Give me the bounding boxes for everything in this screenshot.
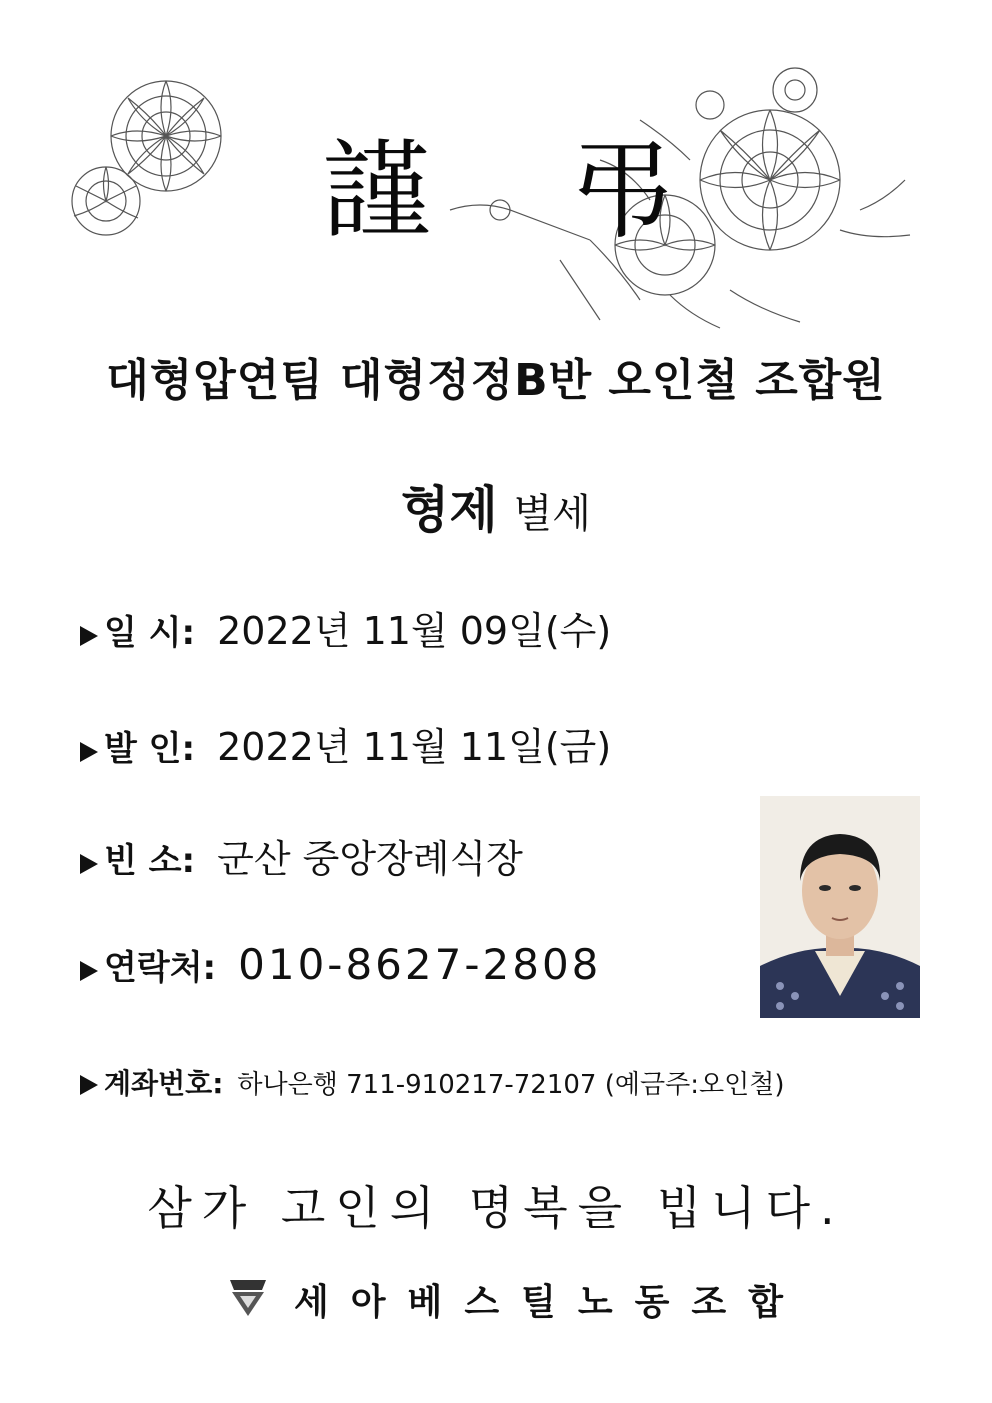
title-char-2: 弔 <box>568 129 677 254</box>
relation-sub: 별세 <box>513 491 591 537</box>
detail-row-account <box>80 1062 784 1102</box>
arrow-right-icon <box>80 1075 98 1095</box>
arrow-right-icon <box>80 626 98 646</box>
relation-line <box>0 470 992 542</box>
arrow-right-icon <box>80 742 98 762</box>
closing-message: 삼가 고인의 명복을 빕니다. <box>147 1181 845 1235</box>
chrysanthemum-right-icon <box>440 60 915 335</box>
detail-value: 하나은행 711-910217-72107 (예금주:오인철) <box>237 1070 785 1100</box>
detail-label: 계좌번호: <box>104 1067 224 1100</box>
portrait-photo <box>760 796 920 1018</box>
title-char-1: 謹 <box>322 129 431 254</box>
arrow-right-icon <box>80 854 98 874</box>
arrow-right-icon <box>80 961 98 981</box>
detail-row-funeral-departure <box>80 716 611 771</box>
detail-value: 2022년 11월 11일(금) <box>217 725 612 769</box>
detail-row-contact <box>80 940 601 989</box>
detail-label: 빈 소: <box>104 841 196 881</box>
detail-value: 010-8627-2808 <box>238 940 602 989</box>
detail-value: 2022년 11월 09일(수) <box>217 609 612 653</box>
union-logo-icon <box>226 1276 270 1320</box>
detail-value: 군산 중앙장례식장 <box>217 837 523 881</box>
detail-row-datetime <box>80 600 611 655</box>
detail-label: 연락처: <box>104 948 217 988</box>
union-name: 세아베스틸노동조합 <box>294 1282 805 1323</box>
chrysanthemum-left-icon <box>66 66 246 241</box>
detail-label: 발 인: <box>104 729 196 769</box>
member-info: 대형압연팀 대형정정B반 오인철 조합원 <box>106 355 886 406</box>
relation-main: 형제 <box>401 481 498 539</box>
detail-row-venue <box>80 828 523 883</box>
detail-label: 일 시: <box>104 613 196 653</box>
